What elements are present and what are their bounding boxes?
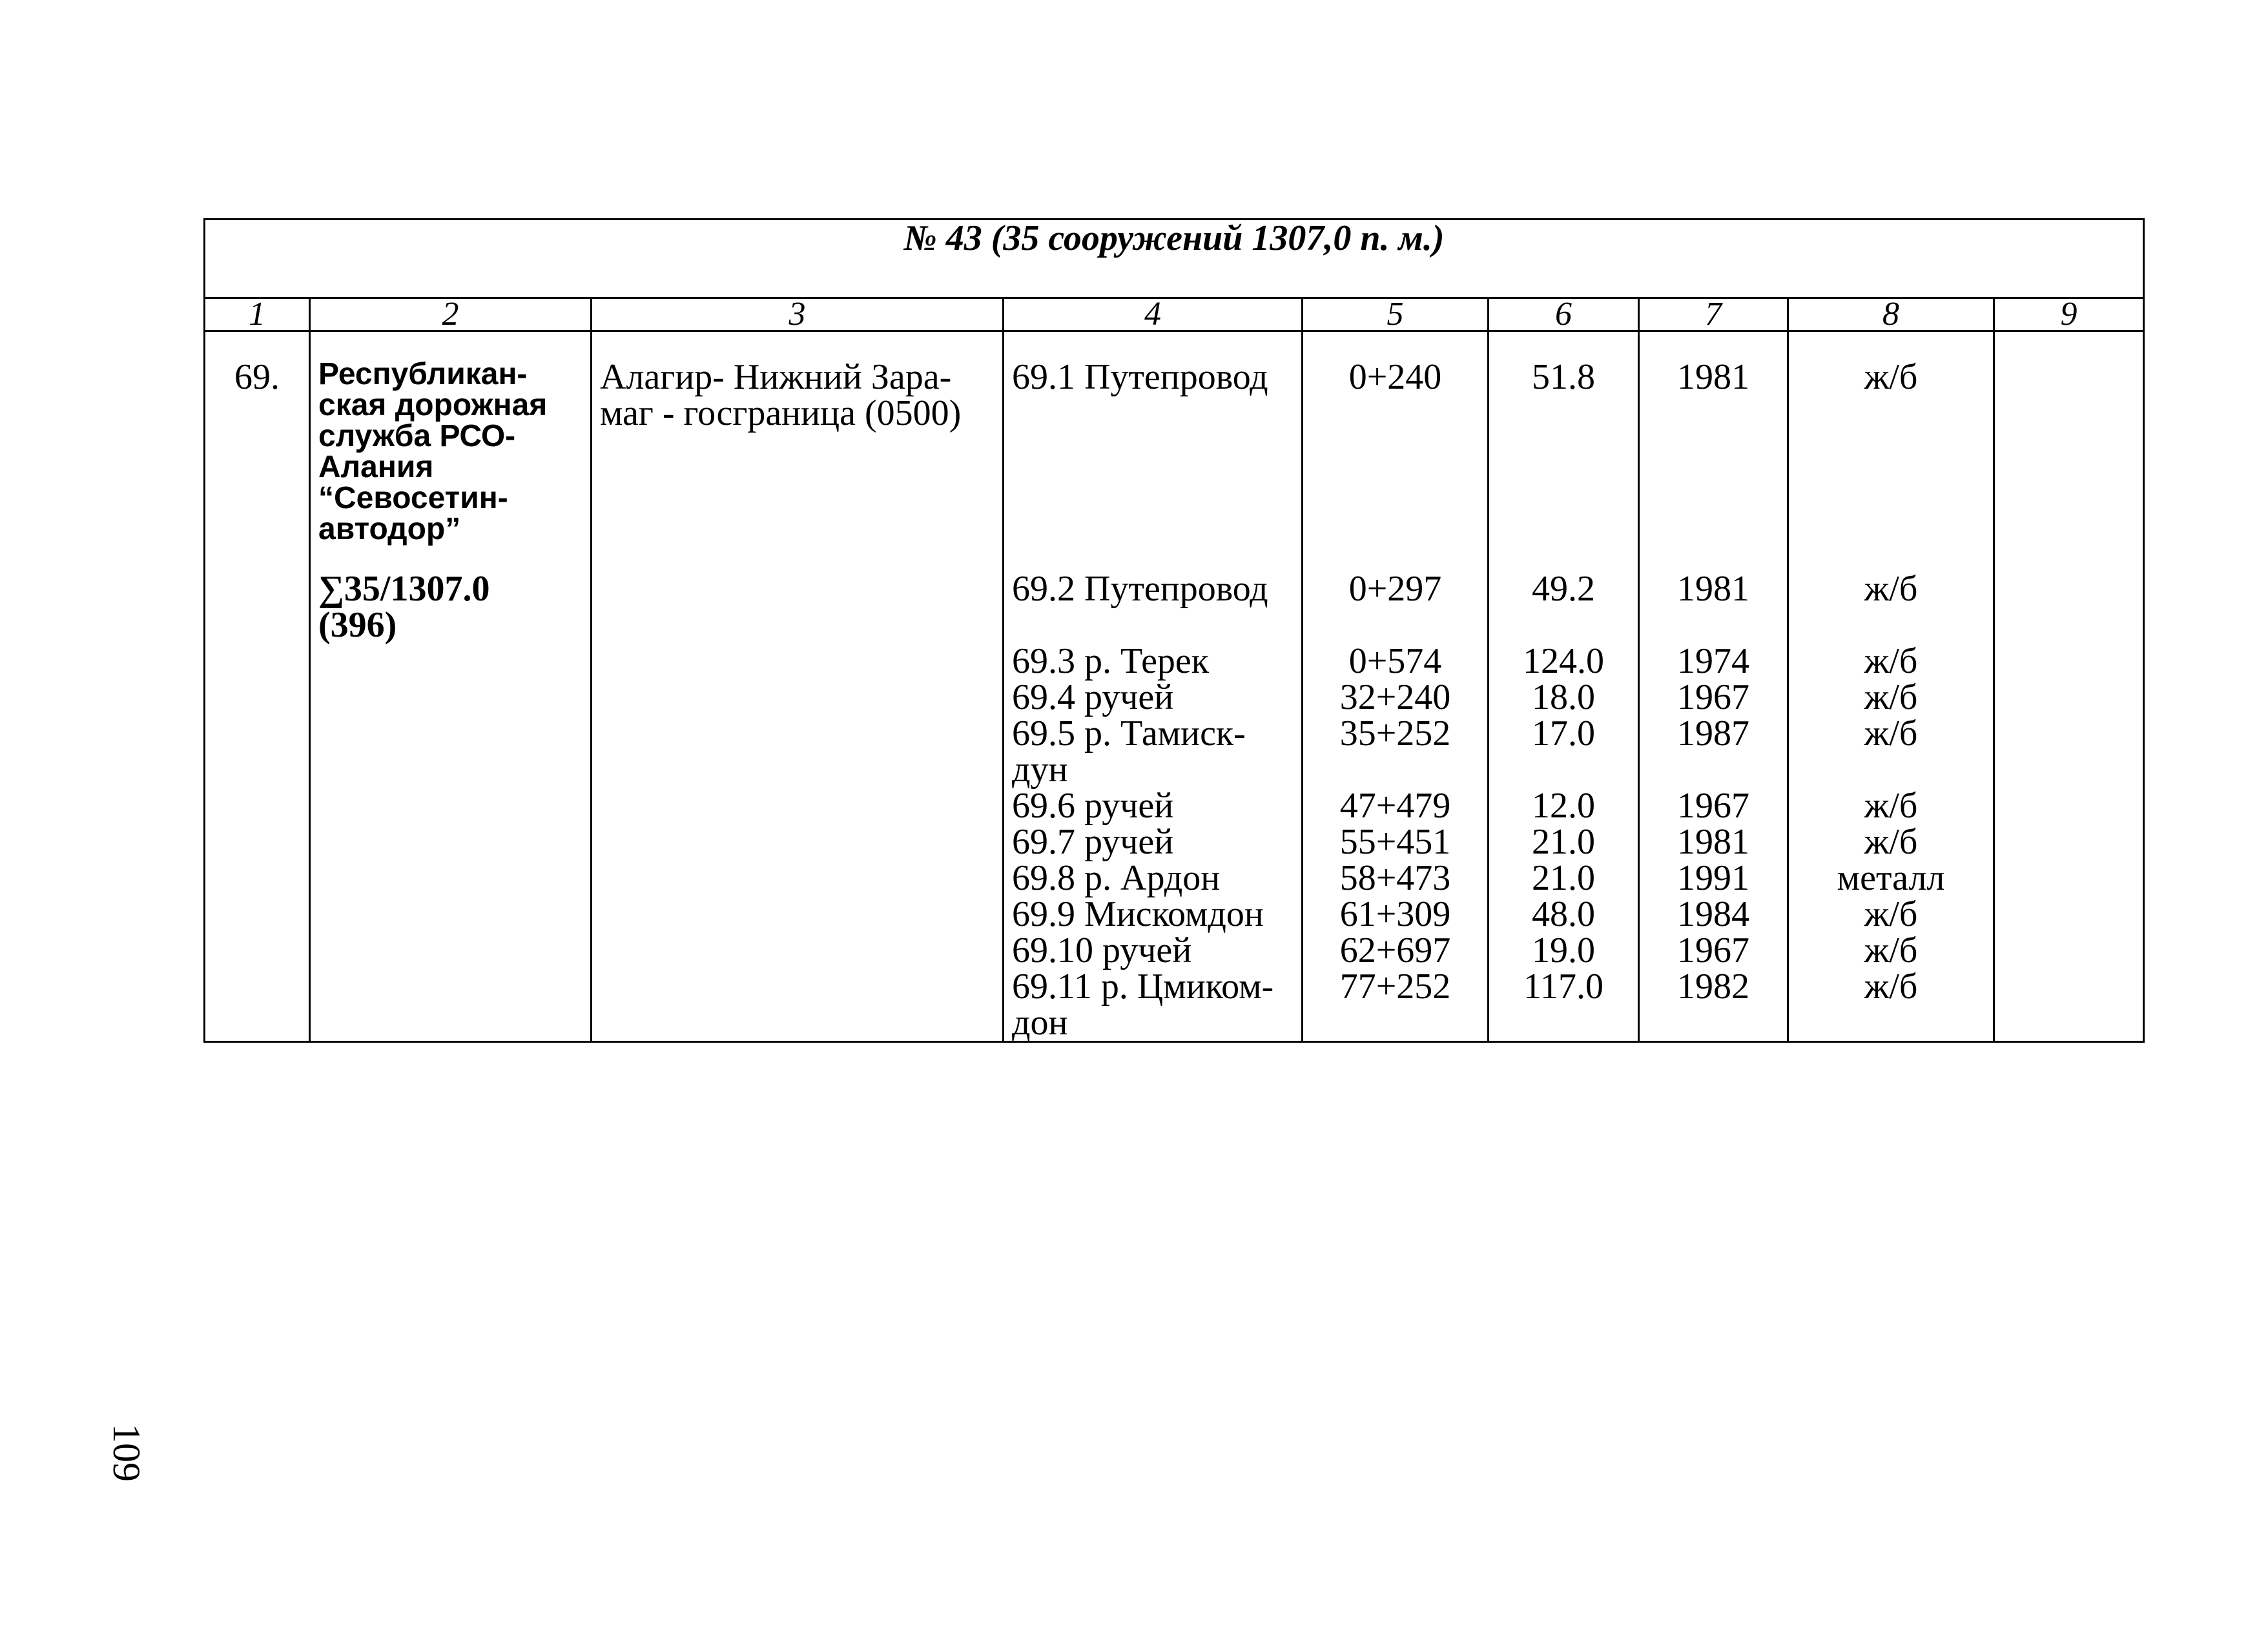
- sum-symbol: ∑: [318, 569, 344, 609]
- structure-km: 77+252: [1303, 968, 1489, 1042]
- structure-note: [1994, 571, 2144, 643]
- structure-name: 69.9 Мискомдон: [1004, 896, 1303, 932]
- organization-line: служба РСО-: [318, 419, 516, 453]
- structure-km: 0+297: [1303, 571, 1489, 643]
- structure-year: 1967: [1639, 788, 1788, 824]
- road-line: Алагир- Нижний Зара-: [600, 357, 952, 397]
- structure-name: 69.10 ручей: [1004, 932, 1303, 968]
- structure-name: 69.6 ручей: [1004, 788, 1303, 824]
- column-number-row: [205, 298, 2144, 331]
- structure-length: 124.0: [1489, 643, 1639, 679]
- structure-year: 1974: [1639, 643, 1788, 679]
- table-row: [205, 331, 2144, 571]
- structure-note: [1994, 968, 2144, 1042]
- structure-name: 69.8 р. Ардон: [1004, 860, 1303, 896]
- summary-code: (396): [318, 605, 397, 645]
- structure-note: [1994, 643, 2144, 679]
- structure-year: 1981: [1639, 824, 1788, 860]
- organization-line: “Севосетин-: [318, 481, 508, 515]
- structure-length: 48.0: [1489, 896, 1639, 932]
- structure-note: [1994, 860, 2144, 896]
- column-number: 9: [1994, 298, 2144, 331]
- table-row: [205, 571, 2144, 643]
- table-title-row: [205, 220, 2144, 298]
- structure-km: 47+479: [1303, 788, 1489, 824]
- table-row: [205, 932, 2144, 968]
- structure-name: 69.3 р. Терек: [1004, 643, 1303, 679]
- table-row: [205, 860, 2144, 896]
- entry-number: 69.: [205, 331, 310, 571]
- summary-value: 35/1307.0: [344, 569, 490, 609]
- structure-year: 1981: [1639, 571, 1788, 643]
- structure-name: 69.1 Путепровод: [1004, 331, 1303, 571]
- structure-name: 69.4 ручей: [1004, 679, 1303, 715]
- structure-material: ж/б: [1788, 824, 1994, 860]
- structure-year: 1981: [1639, 331, 1788, 571]
- structure-year: 1987: [1639, 715, 1788, 788]
- column-number: 4: [1004, 298, 1303, 331]
- road-line: маг - госграница (0500): [600, 393, 962, 433]
- structure-year: 1982: [1639, 968, 1788, 1042]
- structure-km: 61+309: [1303, 896, 1489, 932]
- structure-name: 69.11 р. Цмиком- дон: [1004, 968, 1303, 1042]
- structure-year: 1967: [1639, 932, 1788, 968]
- table-row: [205, 896, 2144, 932]
- structure-length: 49.2: [1489, 571, 1639, 643]
- structure-length: 21.0: [1489, 824, 1639, 860]
- structure-length: 21.0: [1489, 860, 1639, 896]
- column-number: 3: [592, 298, 1004, 331]
- structure-material: ж/б: [1788, 932, 1994, 968]
- organization-line: Республикан-: [318, 357, 528, 391]
- structure-km: 62+697: [1303, 932, 1489, 968]
- structure-year: 1984: [1639, 896, 1788, 932]
- structure-material: металл: [1788, 860, 1994, 896]
- organization-line: автодор”: [318, 512, 461, 546]
- structure-km: 58+473: [1303, 860, 1489, 896]
- table-row: [205, 824, 2144, 860]
- structure-material: ж/б: [1788, 679, 1994, 715]
- column-number: 5: [1303, 298, 1489, 331]
- structure-note: [1994, 788, 2144, 824]
- table-row: [205, 643, 2144, 679]
- structure-name: 69.2 Путепровод: [1004, 571, 1303, 643]
- structure-name: 69.7 ручей: [1004, 824, 1303, 860]
- table-row: [205, 715, 2144, 788]
- structure-km: 0+574: [1303, 643, 1489, 679]
- structures-table: [203, 218, 2145, 1043]
- structure-name: 69.5 р. Тамиск- дун: [1004, 715, 1303, 788]
- structure-length: 51.8: [1489, 331, 1639, 571]
- structure-material: ж/б: [1788, 643, 1994, 679]
- structure-km: 55+451: [1303, 824, 1489, 860]
- column-number: 2: [310, 298, 592, 331]
- column-number: 8: [1788, 298, 1994, 331]
- page-number: 109: [105, 1424, 148, 1482]
- table-title: № 43 (35 сооружений 1307,0 п. м.): [205, 220, 2144, 298]
- structure-material: ж/б: [1788, 968, 1994, 1042]
- structure-material: ж/б: [1788, 896, 1994, 932]
- summary-cell: [310, 571, 592, 643]
- table-row: [205, 788, 2144, 824]
- structure-length: 12.0: [1489, 788, 1639, 824]
- structure-length: 117.0: [1489, 968, 1639, 1042]
- structure-note: [1994, 715, 2144, 788]
- organization-line: ская дорожная: [318, 388, 548, 422]
- structure-note: [1994, 679, 2144, 715]
- structure-material: ж/б: [1788, 715, 1994, 788]
- structure-note: [1994, 896, 2144, 932]
- structure-note: [1994, 331, 2144, 571]
- structure-note: [1994, 824, 2144, 860]
- structure-note: [1994, 932, 2144, 968]
- structure-material: ж/б: [1788, 571, 1994, 643]
- structure-year: 1967: [1639, 679, 1788, 715]
- column-number: 1: [205, 298, 310, 331]
- structure-length: 17.0: [1489, 715, 1639, 788]
- road-name: [592, 331, 1004, 571]
- structure-length: 19.0: [1489, 932, 1639, 968]
- structure-km: 35+252: [1303, 715, 1489, 788]
- column-number: 6: [1489, 298, 1639, 331]
- structure-material: ж/б: [1788, 788, 1994, 824]
- table-row: [205, 968, 2144, 1042]
- structure-km: 0+240: [1303, 331, 1489, 571]
- structure-length: 18.0: [1489, 679, 1639, 715]
- structure-year: 1991: [1639, 860, 1788, 896]
- organization-name: [310, 331, 592, 571]
- structure-km: 32+240: [1303, 679, 1489, 715]
- organization-line: Алания: [318, 450, 434, 484]
- structure-material: ж/б: [1788, 331, 1994, 571]
- column-number: 7: [1639, 298, 1788, 331]
- table-row: [205, 679, 2144, 715]
